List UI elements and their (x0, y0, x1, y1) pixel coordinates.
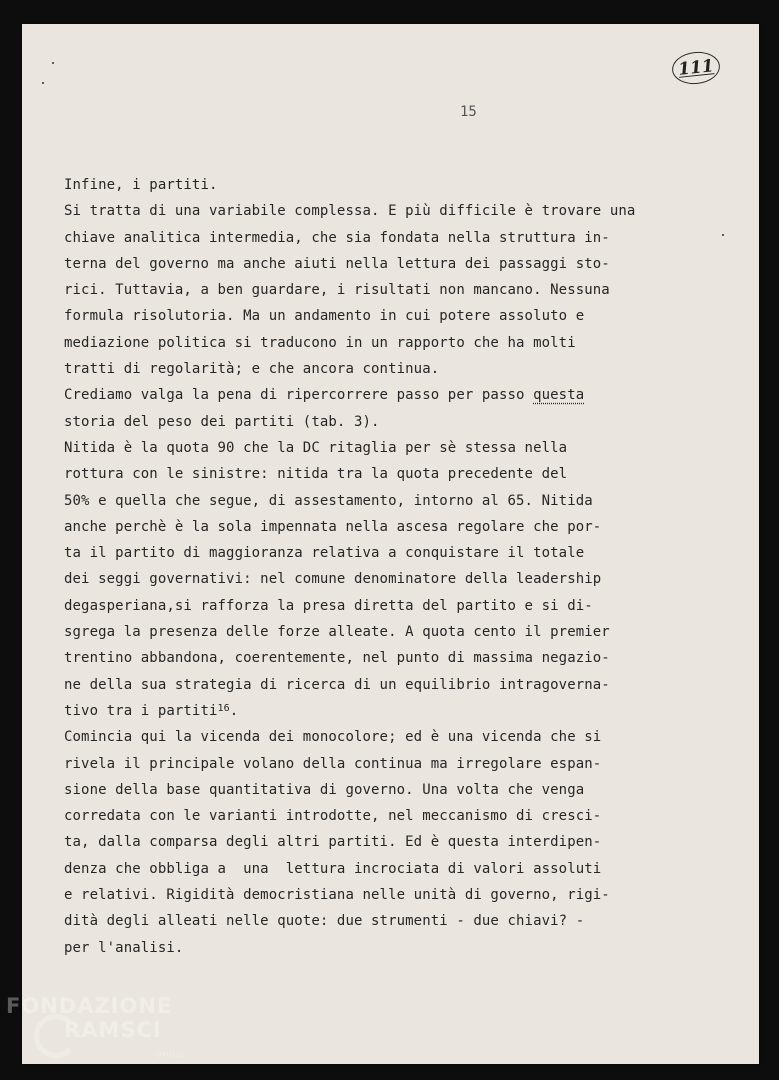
page-number: 15 (460, 104, 477, 120)
text-line: tratti di regolarità; e che ancora continua. (64, 361, 440, 378)
document-page (22, 24, 759, 1064)
text-line: terna del governo ma anche aiuti nella lettura dei passaggi sto- (64, 255, 610, 272)
ink-speck (52, 62, 54, 64)
text-line: dità degli alleati nelle quote: due strumenti - due chiavi? - (64, 913, 585, 930)
text-segment: . (229, 702, 239, 719)
text-line: 50% e quella che segue, di assestamento, intorno al 65. Nitida (64, 492, 593, 509)
text-line: sione della base quantitativa di governo. Una volta che venga (64, 781, 585, 798)
watermark-small: onlus (156, 1050, 186, 1060)
text-line: storia del peso dei partiti (tab. 3). (64, 413, 380, 430)
text-line: corredata con le varianti introdotte, nel meccanismo di cresci- (64, 808, 602, 825)
text-line: e relativi. Rigidità democristiana nelle unità di governo, rigi- (64, 887, 610, 904)
footnote-ref: 16 (217, 702, 230, 714)
text-segment: tivo tra i partiti (64, 702, 218, 719)
text-line: formula risolutoria. Ma un andamento in cui potere assoluto e (64, 308, 585, 325)
text-line: chiave analitica intermedia, che sia fondata nella struttura in- (64, 229, 610, 246)
archive-watermark (6, 994, 186, 1060)
text-line: mediazione politica si traducono in un rapporto che ha molti (64, 334, 576, 351)
text-line: ne della sua strategia di ricerca di un equilibrio intragoverna- (64, 676, 610, 693)
text-line: anche perchè è la sola impennata nella ascesa regolare che por- (64, 518, 602, 535)
text-line: dei seggi governativi: nel comune denominatore della leadership (64, 571, 602, 588)
text-line: degasperiana,si rafforza la presa diretta del partito e si di- (64, 597, 593, 614)
text-line: ta il partito di maggioranza relativa a conquistare il totale (64, 545, 585, 562)
watermark-logo-icon (34, 1014, 78, 1058)
ink-speck (722, 234, 724, 236)
text-line: rottura con le sinistre: nitida tra la quota precedente del (64, 466, 568, 483)
text-line: trentino abbandona, coerentemente, nel punto di massima negazio- (64, 650, 610, 667)
underlined-word: questa (533, 387, 585, 404)
ink-speck (42, 82, 44, 84)
text-segment: Crediamo valga la pena di ripercorrere passo per passo (64, 387, 534, 404)
text-line: ta, dalla comparsa degli altri partiti. Ed è questa interdipen- (64, 834, 602, 851)
text-line: rici. Tuttavia, a ben guardare, i risultati non mancano. Nessuna (64, 282, 610, 299)
text-line: sgrega la presenza delle forze alleate. A quota cento il premier (64, 624, 610, 641)
watermark-line2: RAMSCI (64, 1018, 162, 1042)
folio-stamp: 111 (670, 50, 721, 87)
watermark-line1: FONDAZIONE (6, 994, 173, 1018)
text-line: Comincia qui la vicenda dei monocolore; ed è una vicenda che si (64, 729, 602, 746)
body-text (64, 172, 636, 961)
text-line: Infine, i partiti. (64, 177, 218, 193)
text-line: rivela il principale volano della continua ma irregolare espan- (64, 755, 602, 772)
text-line (64, 382, 624, 408)
text-line: Nitida è la quota 90 che la DC ritaglia per sè stessa nella (64, 439, 568, 456)
text-line: Si tratta di una variabile complessa. E più difficile è trovare una (64, 203, 636, 220)
text-line (64, 698, 624, 724)
text-line: per l'analisi. (64, 939, 184, 956)
text-line: denza che obbliga a una lettura incrociata di valori assoluti (64, 860, 602, 877)
